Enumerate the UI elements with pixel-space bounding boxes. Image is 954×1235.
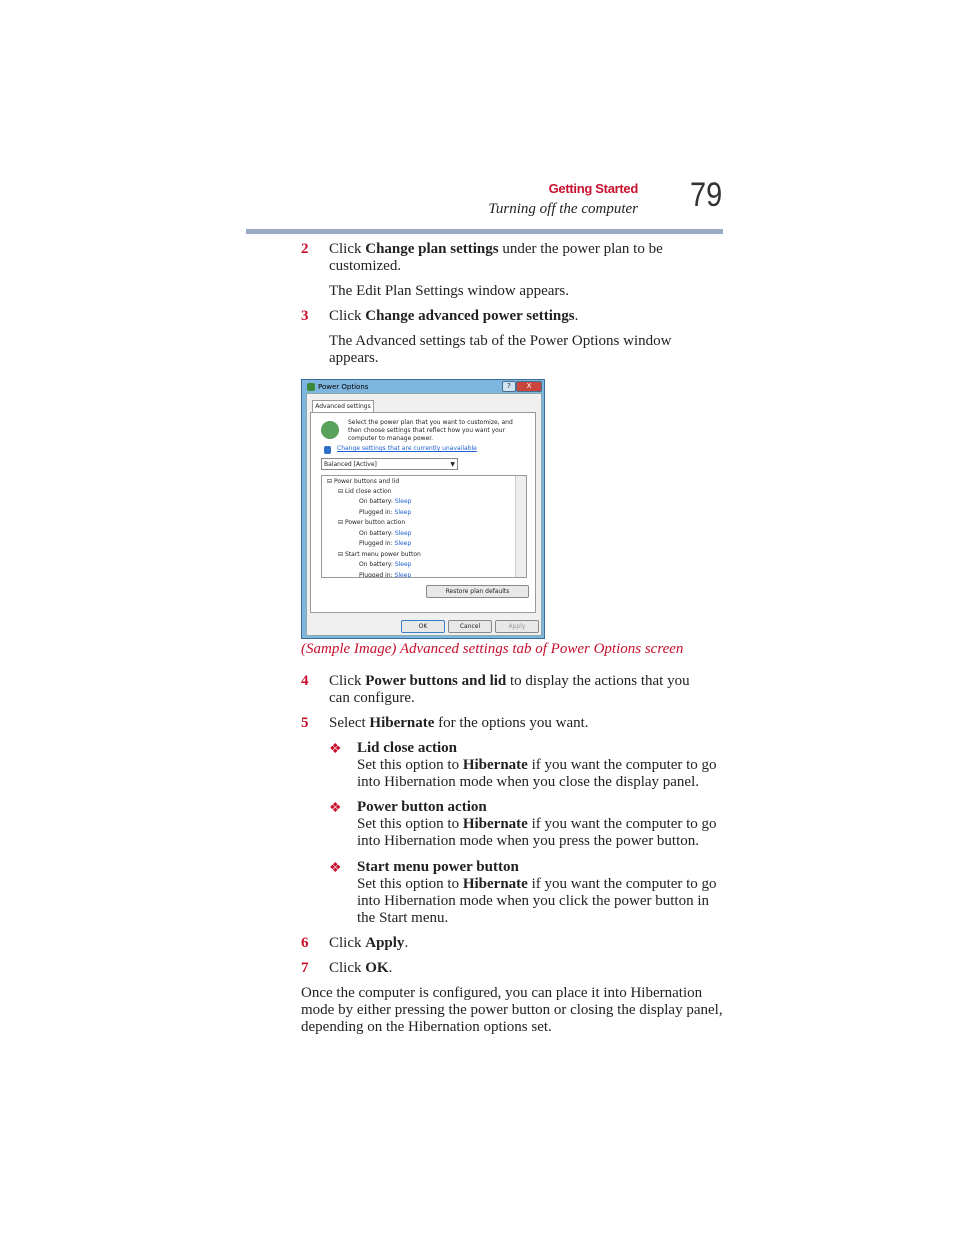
step-number: 5	[301, 715, 309, 731]
tree-item-setting[interactable]: Plugged in: Sleep	[359, 572, 412, 578]
closing-paragraph: Once the computer is configured, you can place it into Hibernation mode by either pressing the power button or closing the display panel, depending on the Hibernation options set.	[301, 985, 723, 1035]
step-2-note: The Edit Plan Settings window appears.	[329, 283, 569, 299]
figure-caption: (Sample Image) Advanced settings tab of Power Options screen	[301, 641, 684, 657]
power-plan-select-value: Balanced [Active]	[324, 461, 377, 468]
page-number: 79	[690, 176, 723, 214]
power-plan-select[interactable]	[321, 458, 458, 470]
apply-button[interactable]: Apply	[495, 620, 539, 633]
change-unavailable-settings-link[interactable]: Change settings that are currently unavailable	[337, 445, 477, 452]
bullet-power-button-action: Power button action Set this option to Hibernate if you want the computer to go into Hibernation mode when you press the power button.	[357, 799, 717, 849]
step-number: 4	[301, 673, 309, 689]
settings-panel	[310, 412, 536, 613]
power-plan-icon	[321, 421, 339, 439]
close-button[interactable]: X	[516, 381, 542, 392]
shield-icon	[324, 446, 331, 454]
restore-plan-defaults-button[interactable]: Restore plan defaults	[426, 585, 529, 598]
subsection-title: Turning off the computer	[488, 201, 638, 217]
window-body	[306, 393, 542, 636]
help-button[interactable]: ?	[502, 381, 516, 392]
header-rule	[246, 229, 723, 234]
step-3-note: The Advanced settings tab of the Power Options window appears.	[329, 333, 672, 366]
section-title: Getting Started	[548, 181, 638, 196]
panel-description: Select the power plan that you want to customize, and then choose settings that reflect how you want your computer to manage power.	[348, 419, 513, 442]
power-options-icon	[307, 383, 315, 391]
tree-item-setting[interactable]: On battery: Sleep	[359, 530, 412, 537]
tree-item-power-buttons-and-lid[interactable]: ⊟ Power buttons and lid	[327, 478, 400, 485]
bullet-icon: ❖	[329, 742, 342, 757]
tree-item-setting[interactable]: On battery: Sleep	[359, 498, 412, 505]
tree-item-setting[interactable]: On battery: Sleep	[359, 561, 412, 568]
step-5-text: Select Hibernate for the options you want.	[329, 715, 589, 731]
step-7-text: Click OK.	[329, 960, 393, 976]
cancel-button[interactable]: Cancel	[448, 620, 492, 633]
step-2-text: Click Change plan settings under the power plan to be customized.	[329, 241, 663, 274]
tree-item-lid-close-action[interactable]: ⊟ Lid close action	[338, 488, 392, 495]
tree-item-setting[interactable]: Plugged in: Sleep	[359, 540, 412, 547]
bullet-lid-close-action: Lid close action Set this option to Hibernate if you want the computer to go into Hibernation mode when you close the display panel.	[357, 740, 717, 790]
step-4-text: Click Power buttons and lid to display the actions that you can configure.	[329, 673, 690, 706]
step-3-text: Click Change advanced power settings.	[329, 308, 579, 324]
ok-button[interactable]: OK	[401, 620, 445, 633]
tree-item-start-menu-power-button[interactable]: ⊟ Start menu power button	[338, 551, 421, 558]
chevron-down-icon: ▼	[450, 461, 455, 468]
step-6-text: Click Apply.	[329, 935, 409, 951]
settings-tree[interactable]	[321, 475, 527, 578]
step-number: 7	[301, 960, 309, 976]
power-options-window	[301, 379, 545, 639]
tree-scrollbar[interactable]	[515, 476, 526, 577]
bullet-start-menu-power-button: Start menu power button Set this option to Hibernate if you want the computer to go into Hibernation mode when you click the power button in the Start menu.	[357, 859, 717, 926]
bullet-icon: ❖	[329, 861, 342, 876]
tab-advanced-settings[interactable]: Advanced settings	[312, 400, 374, 413]
tree-item-power-button-action[interactable]: ⊟ Power button action	[338, 519, 406, 526]
step-number: 2	[301, 241, 309, 257]
window-title: Power Options	[318, 383, 369, 391]
step-number: 3	[301, 308, 309, 324]
step-number: 6	[301, 935, 309, 951]
bullet-icon: ❖	[329, 801, 342, 816]
tree-item-setting[interactable]: Plugged in: Sleep	[359, 509, 412, 516]
